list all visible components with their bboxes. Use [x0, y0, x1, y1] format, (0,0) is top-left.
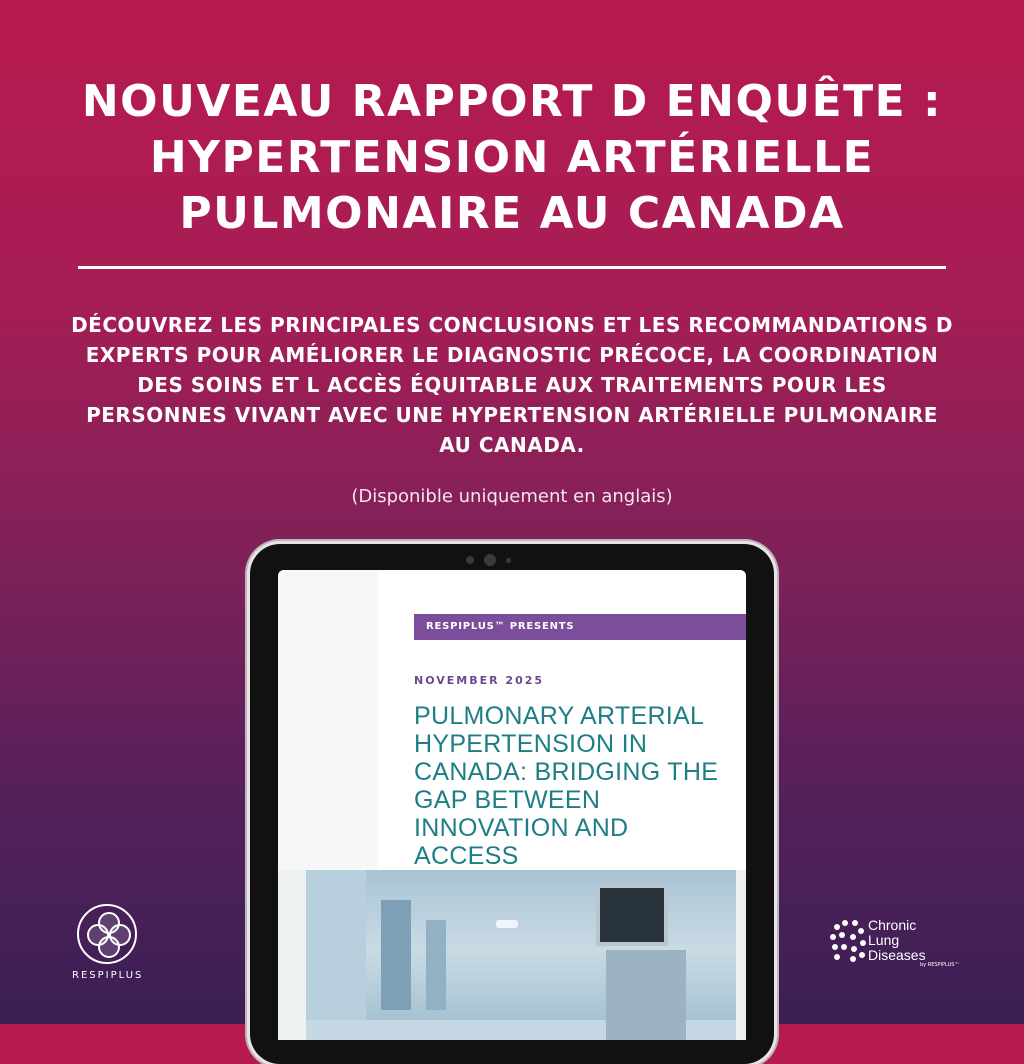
chronic-lung-diseases-logo [830, 918, 970, 968]
respiplus-logo [72, 904, 142, 981]
hospital-corridor-photo [306, 870, 736, 1040]
respiplus-logo-text: RESPIPLUS [72, 970, 144, 981]
availability-note: (Disponible uniquement en anglais) [351, 486, 673, 507]
report-cover [278, 570, 746, 1040]
lungs-dots-icon [830, 920, 866, 964]
camera-icon [466, 556, 474, 564]
report-banner: RESPIPLUS™ PRESENTS [414, 614, 746, 640]
headline: NOUVEAU RAPPORT D ENQUÊTE : HYPERTENSION ARTÉRIELLE PULMONAIRE AU CANADA [81, 76, 943, 239]
cld-byline: by RESPIPLUS™ [920, 962, 960, 968]
report-date: NOVEMBER 2025 [414, 674, 545, 687]
sensor-icon [506, 558, 511, 563]
intro-text: DÉCOUVREZ LES PRINCIPALES CONCLUSIONS ET LES RECOMMANDATIONS D EXPERTS POUR AMÉLIORER LE DIAGNOSTIC PRÉCOCE, LA COORDINATION DES SOINS ET L ACCÈS ÉQUITABLE AUX TRAITEMENTS POUR LES PERSONNES VIVANT AVEC UNE HYPERTENSION ARTÉRIELLE PULMONAIRE AU CANADA. [71, 313, 953, 457]
tablet-mockup [250, 544, 774, 1064]
cld-logo-text: Chronic Lung Diseases [868, 917, 926, 963]
cover-side-panel [278, 570, 378, 870]
camera-lens-icon [484, 554, 496, 566]
respiplus-emblem-icon [77, 904, 137, 964]
divider [78, 266, 946, 269]
report-title: PULMONARY ARTERIAL HYPERTENSION IN CANADA: BRIDGING THE GAP BETWEEN INNOVATION AND ACCESS [414, 702, 719, 870]
